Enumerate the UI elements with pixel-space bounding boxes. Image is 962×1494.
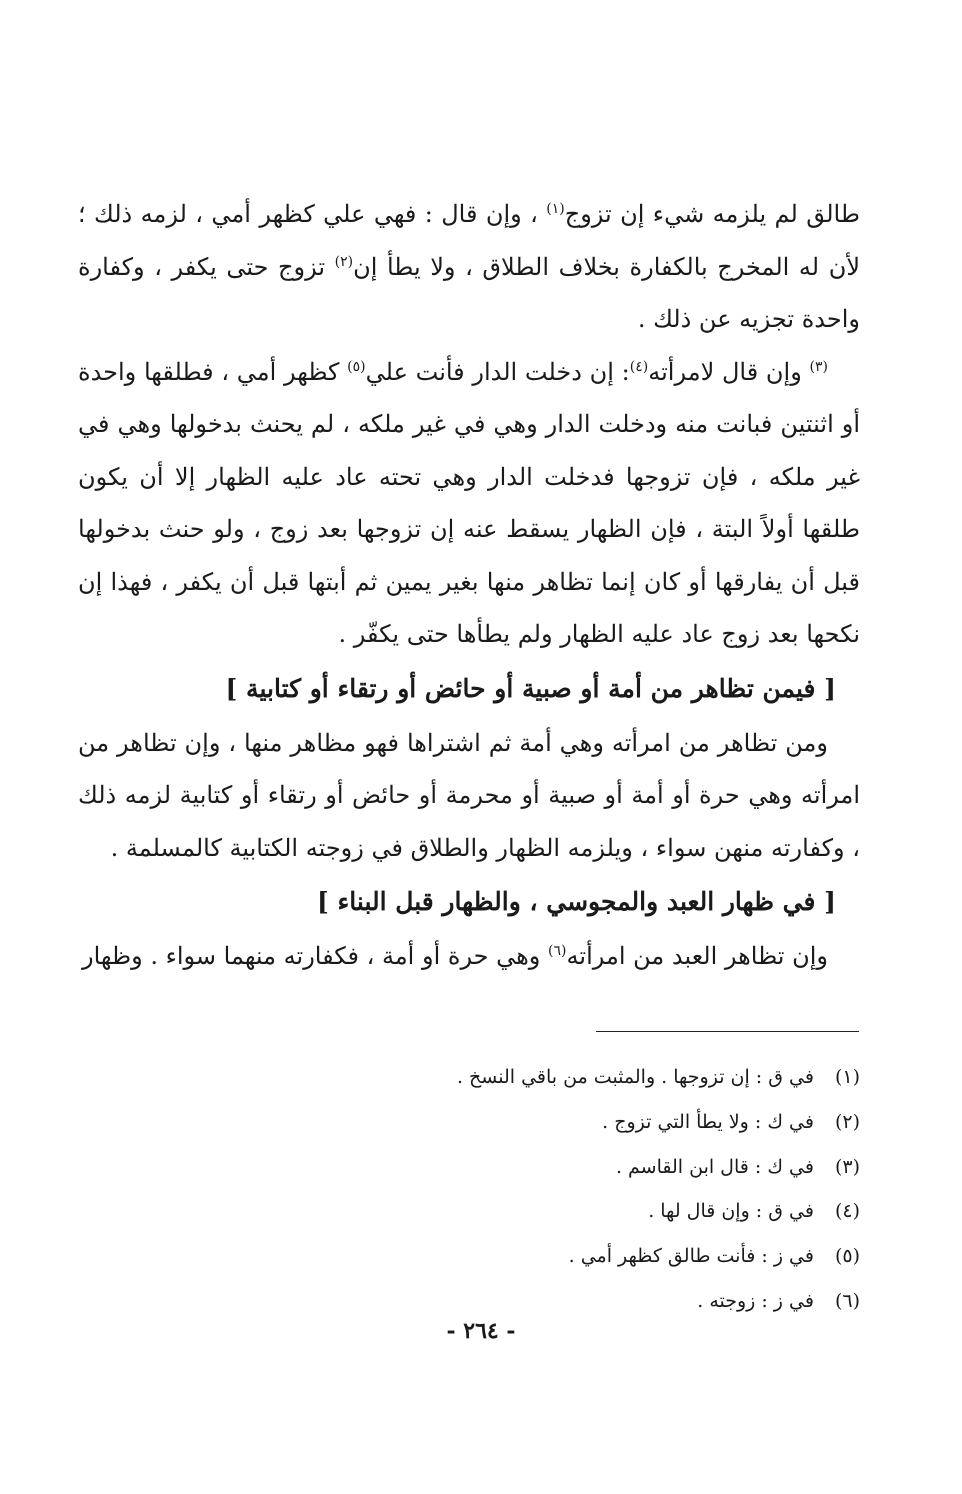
main-text [78, 188, 860, 983]
text-run: وإن تظاهر العبد من امرأته [566, 942, 828, 970]
paragraph-1 [78, 188, 860, 346]
footnote-number: (١) [834, 1066, 860, 1088]
footnote-number: (٦) [834, 1289, 860, 1312]
footnote-number: (٤) [834, 1200, 860, 1223]
paragraph-3: ومن تظاهر من امرأته وهي أمة ثم اشتراها فهو مظاهر منها ، وإن تظاهر من امرأته وهي حرة أو أمة أو صبية أو محرمة أو حائض أو رتقاء أو كتابية لزمه ذلك ، وكفارته منهن سواء ، ويلزمه الظهار والطلاق في زوجته الكتابية كالمسلمة . [78, 728, 860, 862]
text-run: ، وإن قال : فهي علي كظهر أمي ، لزمه ذلك ؛ لأن [78, 200, 860, 281]
footnote-text: في ك : قال ابن القاسم . [615, 1155, 814, 1178]
text-run: وهي حرة أو أمة ، فكفارته منهما سواء . وظهار [82, 942, 541, 970]
footnote-ref-1: (١) [546, 201, 565, 217]
footnote-text: في ك : ولا يطأ التي تزوج . [602, 1110, 814, 1133]
text-run: : إن دخلت الدار فأنت علي [365, 357, 630, 386]
footnote-item [160, 1055, 860, 1100]
footnotes [160, 1055, 860, 1324]
footnote-item [160, 1234, 860, 1279]
footnote-ref-5: (٥) [347, 358, 366, 375]
text-run: كظهر أمي ، فطلقها [143, 357, 340, 386]
text-run: واحدة تجزيه عن ذلك . [637, 305, 860, 333]
section-heading-1: [ فيمن تظاهر من أمة أو صبية أو حائض أو رتقاء أو كتابية ] [225, 673, 836, 703]
footnote-text: في ز : فأنت طالق كظهر أمي . [568, 1245, 814, 1268]
footnote-number: (٢) [834, 1110, 860, 1133]
footnote-text: في ز : زوجته . [697, 1289, 814, 1312]
footnote-ref-6: (٦) [548, 943, 567, 959]
text-run: واحدة أو اثنتين فبانت منه ودخلت الدار وهي في غير ملكه ، لم يحنث بدخولها وهي في غير ملكه ، فإن تزوجها فدخلت الدار وهي تحته عاد عليه الظهار إلا أن يكون طلقها أولاً البتة ، فإن الظهار يسقط عنه إن تزوجها بعد زوج ، ولو حنث بدخولها قبل أن يفارقها أو كان إنما تظاهر منها بغير يمين ثم أبتها قبل أن يكفر ، فهذا إن نكحها بعد زوج عاد عليه الظهار ولم يطأها حتى يكفّر . [78, 357, 860, 648]
footnote-number: (٣) [834, 1155, 860, 1178]
footnote-number: (٥) [834, 1245, 860, 1268]
footnote-item [160, 1189, 860, 1234]
footnote-divider [596, 1031, 859, 1032]
footnote-text: في ق : وإن قال لها . [648, 1200, 814, 1223]
footnote-ref-4: (٤) [629, 358, 649, 375]
page-number: - ٢٦٤ - [446, 1318, 516, 1344]
paragraph-4 [78, 930, 860, 983]
paragraph-2 [78, 346, 860, 661]
section-heading-2: [ في ظهار العبد والمجوسي ، والظهار قبل البناء ] [317, 887, 836, 916]
text-run: طالق لم يلزمه شيء إن تزوج [564, 200, 860, 228]
footnote-item [160, 1100, 860, 1145]
footnote-ref-3: (٣) [809, 358, 828, 375]
footnote-text: في ق : إن تزوجها . والمثبت من باقي النسخ . [456, 1066, 814, 1088]
text-run: تزوج حتى يكفر ، وكفارة [78, 252, 326, 281]
footnote-item [160, 1145, 860, 1190]
text-run: وإن قال لامرأته [648, 357, 802, 386]
footnote-ref-2: (٢) [334, 253, 354, 270]
text-run: له المخرج بالكفارة بخلاف الطلاق ، ولا يطأ إن [353, 252, 820, 281]
